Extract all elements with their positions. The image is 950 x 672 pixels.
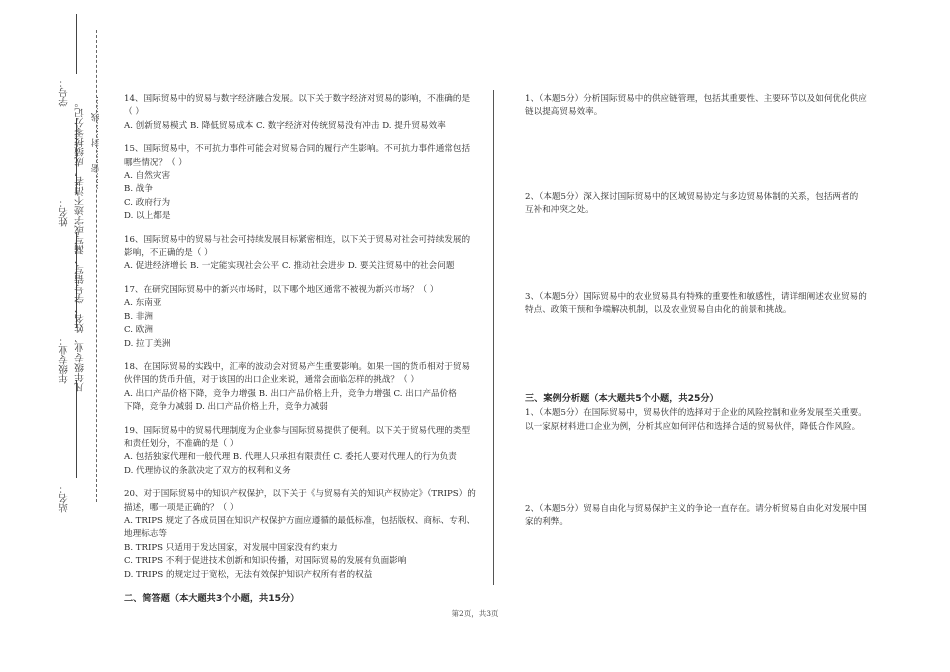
case-question-1: 1、（本题5分）在国际贸易中，贸易伙伴的选择对于企业的风险控制和业务发展至关重要。 — [525, 408, 867, 419]
question-options: 下降，竞争力减弱 D. 出口产品价格上升，竞争力减弱 — [124, 402, 328, 413]
student-id-underline — [76, 14, 77, 74]
question-stem: 15、国际贸易中，不可抗力事件可能会对贸易合同的履行产生影响。不可抗力事件通常包括 — [124, 144, 471, 155]
option-d: D. TRIPS 的规定过于宽松，无法有效保护知识产权所有者的权益 — [124, 569, 373, 580]
option-a: A. 东南亚 — [124, 298, 162, 309]
section-three — [525, 392, 885, 434]
question-text: 链以提高贸易效率。 — [525, 107, 603, 118]
question-16 — [124, 234, 484, 274]
question-19 — [124, 425, 484, 479]
option-b: B. 非洲 — [124, 311, 153, 322]
right-column — [525, 93, 885, 120]
question-text: 互补和冲突之处。 — [525, 205, 594, 216]
seal-dashed-line — [96, 30, 97, 502]
short-answer-1 — [525, 93, 885, 120]
major-label: 年级专业： — [59, 336, 70, 384]
question-stem: 16、国际贸易中的贸易与社会可持续发展目标紧密相连，以下关于贸易对社会可持续发展的 — [124, 234, 471, 245]
question-20 — [124, 488, 484, 582]
short-answer-2 — [525, 191, 885, 218]
case-question-1: 以一家原材料进口企业为例，分析其应如何评估和选择合适的贸易伙伴，降低合作风险。 — [525, 421, 861, 432]
question-options: A. 促进经济增长 B. 一定能实现社会公平 C. 推动社会进步 D. 要关注贸易中的社会问题 — [124, 261, 455, 272]
question-options: A. 创新贸易模式 B. 降低贸易成本 C. 数字经济对传统贸易没有冲击 D. 提升贸易效率 — [124, 120, 446, 131]
question-stem: 伙伴国的货币升值，对于该国的出口企业来说，通常会面临怎样的挑战？（ ） — [124, 375, 419, 386]
case-question-2 — [525, 503, 885, 530]
question-text: 2、（本题5分）深入探讨国际贸易中的区域贸易协定与多边贸易体制的关系，包括两者的 — [525, 192, 859, 202]
question-18 — [124, 361, 484, 415]
name-label: 姓名： — [59, 198, 70, 227]
option-b: B. 战争 — [124, 184, 153, 195]
section-three-heading: 三、案例分析题（本大题共5个小题，共25分） — [525, 393, 719, 404]
question-text: 2、（本题5分）贸易自由化与贸易保护主义的争论一直存在。请分析贸易自由化对发展中国 — [525, 504, 867, 514]
question-options: D. 代理协议的条款决定了双方的权利和义务 — [124, 465, 291, 476]
option-c: C. 政府行为 — [124, 197, 171, 208]
option-c: C. 欧洲 — [124, 325, 153, 336]
question-stem: 和责任划分，不准确的是（ ） — [124, 438, 239, 449]
option-a: A. 自然灾害 — [124, 171, 171, 182]
question-options: A. 包括独家代理和一般代理 B. 代理人只承担有限责任 C. 委托人要对代理人的行为负责 — [124, 452, 457, 463]
question-stem: 14、国际贸易中的贸易与数字经济融合发展。以下关于数字经济对贸易的影响，不准确的是 — [124, 94, 471, 104]
option-c: C. TRIPS 不利于促进技术创新和知识传播，对国际贸易的发展有负面影响 — [124, 556, 407, 567]
question-options: A. 出口产品价格下降，竞争力增强 B. 出口产品价格上升，竞争力增强 C. 出口产品价格 — [124, 388, 457, 399]
option-d: D. 拉丁美洲 — [124, 338, 171, 349]
question-stem: 17、在研究国际贸易中的新兴市场时，以下哪个地区通常不被视为新兴市场？（ ） — [124, 284, 439, 295]
venue-underline — [76, 380, 77, 478]
option-d: D. 以上都是 — [124, 211, 171, 222]
question-text: 1、（本题5分）分析国际贸易中的供应链管理，包括其重要性、主要环节以及如何优化供应 — [525, 94, 867, 104]
question-stem: 描述，哪一项是正确的？（ ） — [124, 502, 239, 513]
question-stem: 哪些情况？（ ） — [124, 157, 187, 168]
question-stem: 18、在国际贸易的实践中，汇率的波动会对贸易产生重要影响。如果一国的货币相对于贸易 — [124, 361, 471, 372]
short-answer-3 — [525, 291, 885, 318]
question-text: 特点、政策干预和争端解决机制，以及农业贸易自由化的前景和挑战。 — [525, 305, 792, 316]
question-17 — [124, 284, 484, 351]
option-a: A. TRIPS 规定了各成员国在知识产权保护方面应遵循的最低标准，包括版权、商标、专利、 — [124, 515, 476, 526]
question-15 — [124, 143, 484, 223]
instructions-text: 凡年级专业、姓名、学号错写、漏写或字迹不清者，成绩按零分记。 — [75, 98, 86, 392]
question-text: 3、（本题5分）国际贸易中的农业贸易具有特殊的重要性和敏感性，请详细阐述农业贸易的 — [525, 292, 867, 302]
student-id-label: 学号： — [59, 78, 70, 107]
section-two-heading: 二、简答题（本大题共3个小题，共15分） — [124, 593, 300, 604]
venue-label: 站名： — [59, 484, 70, 513]
question-14 — [124, 93, 484, 133]
question-stem: 19、国际贸易中的贸易代理制度为企业参与国际贸易提供了便利。以下关于贸易代理的类型 — [124, 425, 471, 436]
question-stem: 20、对于国际贸易中的知识产权保护，以下关于《与贸易有关的知识产权协定》（TRIPS）的 — [124, 489, 476, 500]
column-divider — [493, 90, 494, 585]
option-b: B. TRIPS 只适用于发达国家，对发展中国家没有约束力 — [124, 542, 338, 553]
option-a-continued: 地理标志等 — [124, 529, 167, 540]
seal-line-label: ……密……封……线…… — [91, 96, 101, 190]
page-number: 第2页，共3页 — [451, 609, 499, 618]
left-column — [124, 93, 484, 605]
question-stem: （ ） — [124, 107, 144, 118]
question-text: 家的利弊。 — [525, 517, 568, 528]
question-stem: 影响，不正确的是（ ） — [124, 248, 213, 259]
